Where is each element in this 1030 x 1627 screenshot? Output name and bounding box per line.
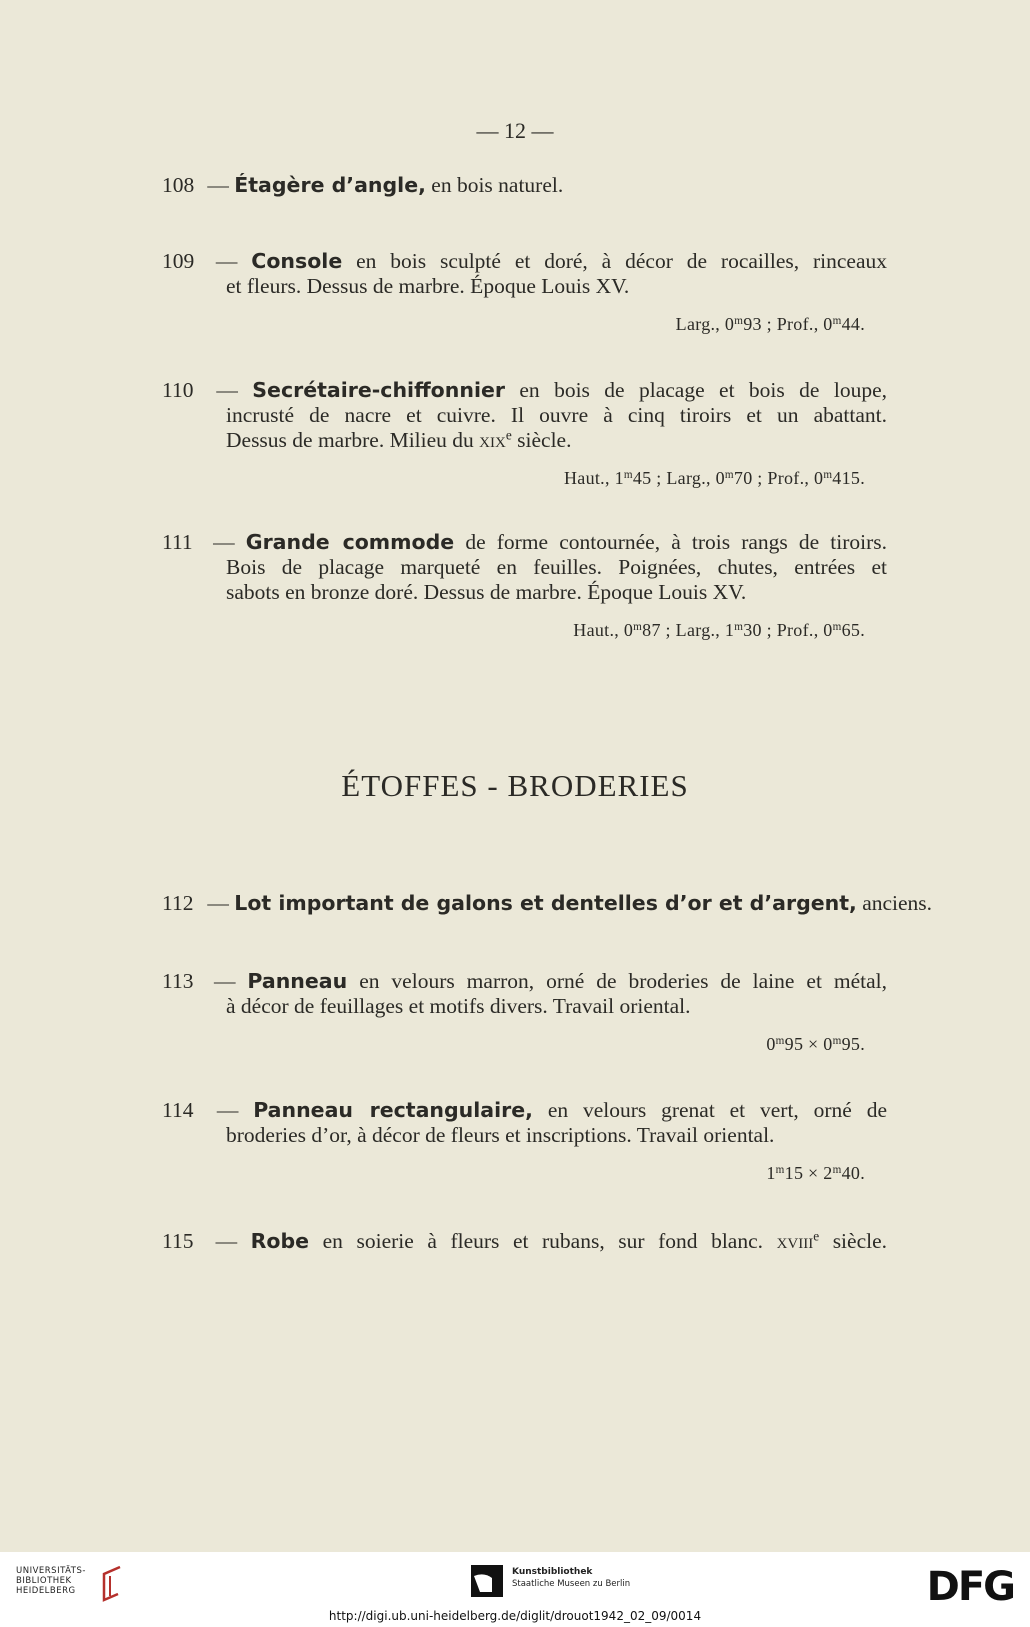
university-line: HEIDELBERG bbox=[16, 1586, 76, 1596]
entry-line bbox=[162, 1229, 887, 1254]
entry-dash: — bbox=[216, 1098, 239, 1122]
entry-title: Grande commode bbox=[245, 530, 455, 554]
entry-dash: — bbox=[215, 1229, 238, 1253]
catalog-entry-115 bbox=[162, 1229, 887, 1254]
entry-dash: — bbox=[215, 249, 238, 273]
catalog-entry-113 bbox=[162, 969, 887, 1019]
entry-dash: — bbox=[213, 530, 235, 554]
entry-title: Panneau rectangulaire, bbox=[253, 1098, 533, 1122]
entry-continuation: broderies d’or, à décor de fleurs et inscriptions. Travail oriental. bbox=[226, 1123, 775, 1147]
kunstbibliothek-logo-icon bbox=[470, 1564, 504, 1598]
kunstbibliothek-label bbox=[512, 1566, 630, 1590]
catalog-entry-114 bbox=[162, 1098, 887, 1148]
entry-text: en soierie à fleurs et rubans, sur fond blanc. xviii$^e$ siècle. bbox=[322, 1228, 888, 1253]
entry-title: Étagère d’angle, bbox=[234, 173, 426, 197]
entry-number: 111 bbox=[162, 530, 193, 554]
entry-continuation: et fleurs. Dessus de marbre. Époque Louis XV. bbox=[226, 274, 630, 298]
entry-title: Secrétaire-chiffonnier bbox=[252, 378, 505, 402]
entry-text: en bois sculpté et doré, à décor de rocailles, rinceaux bbox=[356, 249, 888, 273]
university-library-logo-text bbox=[16, 1566, 86, 1596]
entry-number: 109 bbox=[162, 249, 195, 273]
entry-dimensions-110: Haut., 1$^m$45 ; Larg., 0$^m$70 ; Prof., 0$^m$415. bbox=[563, 468, 865, 488]
entry-dimensions-113: $0^m95 \times 0^m95$. bbox=[766, 1034, 865, 1054]
entry-text: en velours grenat et vert, orné de bbox=[547, 1098, 887, 1122]
entry-title: Robe bbox=[250, 1229, 310, 1253]
kb-title: Kunstbibliothek bbox=[512, 1567, 593, 1577]
entry-text: en bois de placage et bois de loupe, bbox=[519, 378, 887, 402]
entry-title: Console bbox=[251, 249, 343, 273]
entry-title: Lot important de galons et dentelles d’or et d’argent, bbox=[234, 891, 857, 915]
digitization-footer bbox=[0, 1552, 1030, 1627]
entry-text: anciens. bbox=[862, 891, 933, 915]
source-url[interactable]: http://digi.ub.uni-heidelberg.de/diglit/drouot1942_02_09/0014 bbox=[328, 1609, 702, 1623]
kb-subtitle: Staatliche Museen zu Berlin bbox=[512, 1579, 631, 1589]
entry-dash: — bbox=[207, 173, 229, 197]
page-number: — 12 — bbox=[476, 118, 554, 143]
entry-continuation: à décor de feuillages et motifs divers. Travail oriental. bbox=[226, 994, 691, 1018]
university-line: BIBLIOTHEK bbox=[16, 1576, 72, 1586]
section-title: ÉTOFFES - BRODERIES bbox=[341, 768, 689, 803]
entry-continuation: sabots en bronze doré. Dessus de marbre. Époque Louis XV. bbox=[226, 580, 747, 604]
catalog-entry-108 bbox=[162, 173, 887, 198]
entry-dimensions-111: Haut., 0$^m$87 ; Larg., 1$^m$30 ; Prof., 0$^m$65. bbox=[573, 620, 865, 640]
entry-number: 113 bbox=[162, 969, 194, 993]
entry-text: en bois naturel. bbox=[431, 173, 564, 197]
entry-continuation: incrusté de nacre et cuivre. Il ouvre à cinq tiroirs et un abattant. bbox=[226, 403, 887, 427]
entry-number: 110 bbox=[162, 378, 194, 402]
university-line: UNIVERSITÄTS- bbox=[16, 1566, 86, 1576]
entry-number: 108 bbox=[162, 173, 195, 197]
entry-dash: — bbox=[213, 969, 236, 993]
catalog-entry-112 bbox=[162, 891, 933, 916]
entry-number: 115 bbox=[162, 1229, 194, 1253]
entry-dimensions-109: Larg., 0$^m$93 ; Prof., 0$^m$44. bbox=[675, 314, 865, 334]
entry-number: 112 bbox=[162, 891, 194, 915]
entry-title: Panneau bbox=[247, 969, 348, 993]
entry-dash: — bbox=[207, 891, 229, 915]
catalog-entry-110 bbox=[162, 378, 887, 453]
entry-dimensions-114: $1^m15 \times 2^m40$. bbox=[766, 1163, 865, 1183]
university-logo-icon bbox=[96, 1564, 124, 1604]
entry-continuation: Bois de placage marqueté en feuilles. Poignées, chutes, entrées et bbox=[226, 555, 887, 579]
entry-number: 114 bbox=[162, 1098, 194, 1122]
entry-continuation: Dessus de marbre. Milieu du xix$^e$ siècle. bbox=[226, 427, 572, 452]
entry-text: en velours marron, orné de broderies de laine et métal, bbox=[359, 969, 887, 993]
entry-text: de forme contournée, à trois rangs de tiroirs. bbox=[465, 530, 888, 554]
dfg-logo: DFG bbox=[926, 1564, 1014, 1610]
catalog-entry-111 bbox=[162, 530, 887, 605]
catalog-entry-109 bbox=[162, 249, 887, 299]
entry-dash: — bbox=[216, 378, 238, 402]
